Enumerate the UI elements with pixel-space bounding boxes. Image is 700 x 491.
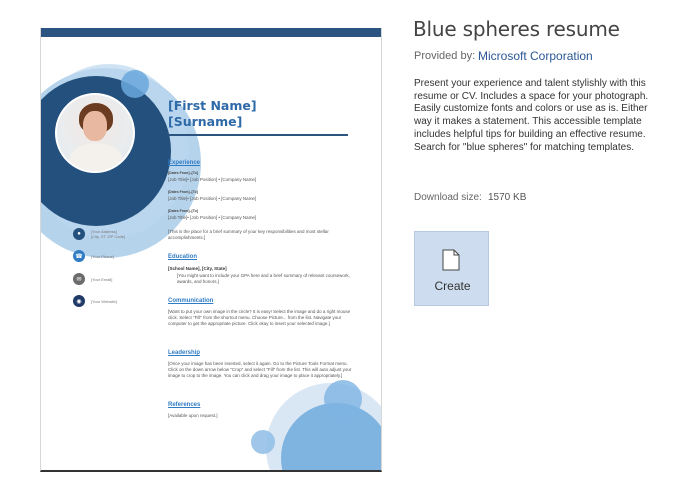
references-text: [Available upon request.]	[168, 413, 218, 418]
template-title: Blue spheres resume	[413, 17, 620, 41]
create-label: Create	[434, 279, 471, 293]
experience-line: [Job Title]• [Job Position] • [Company Name]	[168, 215, 257, 220]
resume-name	[168, 98, 257, 130]
download-size-label: Download size:	[414, 192, 482, 203]
communication-text: [Want to put your own image in the circle? It is easy! Select the image and do a right mouse click. Select "Fill" from the shortcut menu. Choose Picture... from the list. Navigate your computer to get the appropriate picture. Click okay to insert your selected image.]	[168, 309, 351, 326]
provided-by-label: Provided by:	[414, 50, 476, 62]
section-heading-communication: Communication	[168, 298, 214, 304]
education-bullet: [You might want to include your GPA here and a brief summary of relevant coursework, awards, and honors.]	[177, 273, 350, 284]
experience-summary: [This is the place for a brief summary of your key responsibilities and most stellar accomplishments.]	[168, 229, 329, 240]
email-icon: ✉	[73, 273, 85, 285]
contact-address	[73, 228, 125, 240]
header-bar	[41, 28, 381, 37]
contact-phone	[73, 250, 114, 262]
provider-link[interactable]: Microsoft Corporation	[478, 49, 593, 63]
contact-text: [Your Email]	[91, 276, 113, 282]
experience-dates: [Dates From]–[To]	[168, 209, 198, 213]
name-divider	[168, 134, 348, 136]
surname: [Surname]	[168, 114, 243, 129]
decorative-sphere	[324, 380, 362, 418]
section-heading-leadership: Leadership	[168, 350, 201, 356]
education-school: [School Name], [City, State]	[168, 266, 227, 271]
contact-text: [City, ST ZIP Code]	[91, 234, 126, 239]
experience-line: [Job Title]• [Job Position] • [Company Name]	[168, 196, 257, 201]
contact-website	[73, 295, 117, 307]
phone-icon: ☎	[73, 250, 85, 262]
contact-text: [Your Website]	[91, 298, 117, 304]
contact-text: [Your Address]	[91, 229, 117, 234]
contact-email	[73, 273, 112, 285]
create-button[interactable]	[414, 231, 489, 306]
location-icon: ●	[73, 228, 85, 240]
section-heading-references: References	[168, 402, 201, 408]
leadership-text: [Once your image has been inserted, select it again. Go to the Picture Tools Format menu. Click on the down arrow below "Crop" and select "Fill" from the list. This will auto adjust your image to crop to the image. You can click and drag your image to place it appropriately.]	[168, 361, 352, 378]
experience-dates: [Dates From]–[To]	[168, 190, 198, 194]
website-icon: ◉	[73, 295, 85, 307]
profile-photo	[55, 93, 135, 173]
first-name: [First Name]	[168, 98, 257, 113]
experience-dates: [Dates From]–[To]	[168, 171, 198, 175]
decorative-sphere	[251, 430, 275, 454]
download-size-value: 1570 KB	[488, 192, 527, 203]
new-document-icon	[442, 249, 460, 271]
section-heading-education: Education	[168, 254, 198, 260]
decorative-sphere	[121, 70, 149, 98]
section-heading-experience: Experience	[168, 160, 201, 166]
experience-line: [Job Title]• [Job Position] • [Company Name]	[168, 177, 257, 182]
contact-text: [Your Phone]	[91, 253, 114, 259]
template-description: Present your experience and talent stylishly with this resume or CV. Includes a space for your photograph. Easily customize fonts and colors or use as is. Either way it makes a statement. This accessible template includes helpful tips for building an effective resume. Search for "blue spheres" for matching templates.	[414, 78, 649, 153]
template-preview	[40, 28, 382, 472]
